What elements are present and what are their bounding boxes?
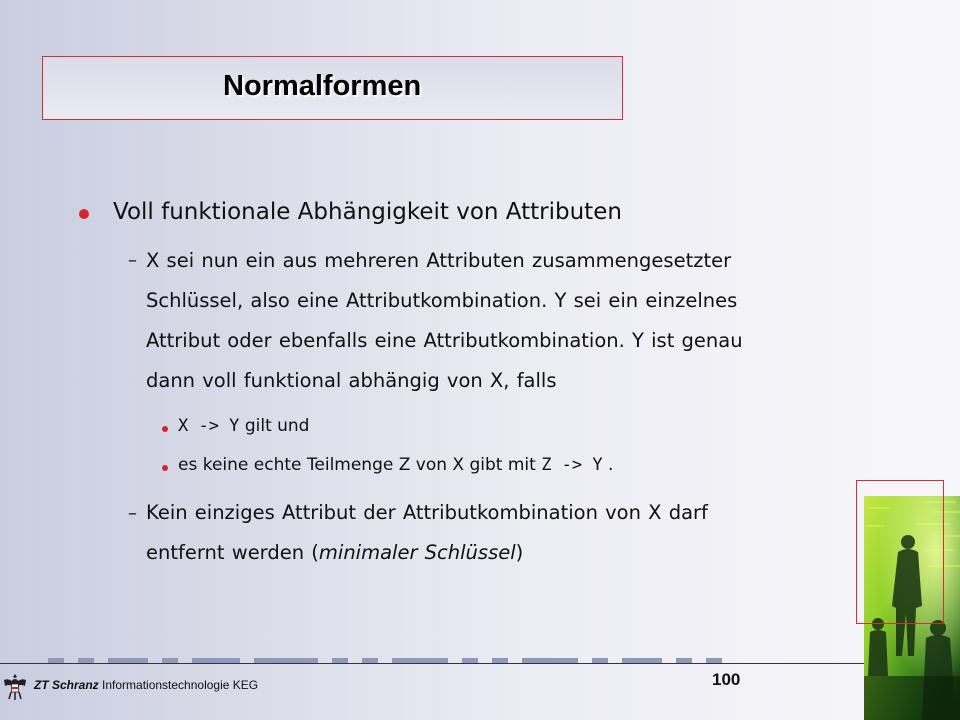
condition-text: . (602, 455, 614, 475)
text-segment: entfernt werden ( (146, 541, 319, 564)
sub-paragraph-1-line: Attribut oder ebenfalls eine Attributkombination. Y ist genau (146, 329, 743, 352)
sub-paragraph-1 (146, 241, 876, 401)
dash-marker: – (128, 503, 137, 524)
slide-title: Normalformen (223, 70, 422, 102)
bullet-dot-icon (79, 209, 89, 219)
condition-text: es keine echte Teilmenge Z von X gibt mit (178, 455, 542, 475)
sub-paragraph-1-line: dann voll funktional abhängig von X, falls (146, 369, 557, 392)
austrian-eagle-icon (2, 672, 28, 702)
company-name (34, 678, 258, 692)
small-bullet-icon (162, 465, 168, 471)
condition-item-1 (178, 416, 309, 436)
text-segment: ) (515, 541, 524, 564)
sub-paragraph-1-line: X sei nun ein aus mehreren Attributen zusammengesetzter (146, 249, 732, 272)
sub-paragraph-2-line: Kein einziges Attribut der Attributkombination von X darf (146, 501, 708, 524)
sub-paragraph-2 (146, 493, 876, 573)
photo-frame (856, 480, 944, 624)
italic-term: minimaler Schlüssel (318, 541, 516, 564)
condition-text: gilt und (239, 416, 310, 436)
main-bullet-text: Voll funktionale Abhängigkeit von Attributen (113, 199, 622, 225)
dash-marker: – (128, 250, 137, 271)
condition-code: Z -> Y (541, 455, 603, 475)
sub-paragraph-2-line (146, 533, 876, 573)
small-bullet-icon (162, 426, 168, 432)
company-suffix: Informationstechnologie KEG (98, 678, 259, 692)
company-brand: ZT Schranz (34, 678, 99, 692)
condition-item-2 (178, 455, 613, 475)
sub-paragraph-1-line: Schlüssel, also eine Attributkombination. Y sei ein einzelnes (146, 289, 738, 312)
footer-divider (0, 663, 864, 664)
page-number: 100 (712, 670, 741, 689)
condition-code: X -> Y (178, 416, 240, 436)
